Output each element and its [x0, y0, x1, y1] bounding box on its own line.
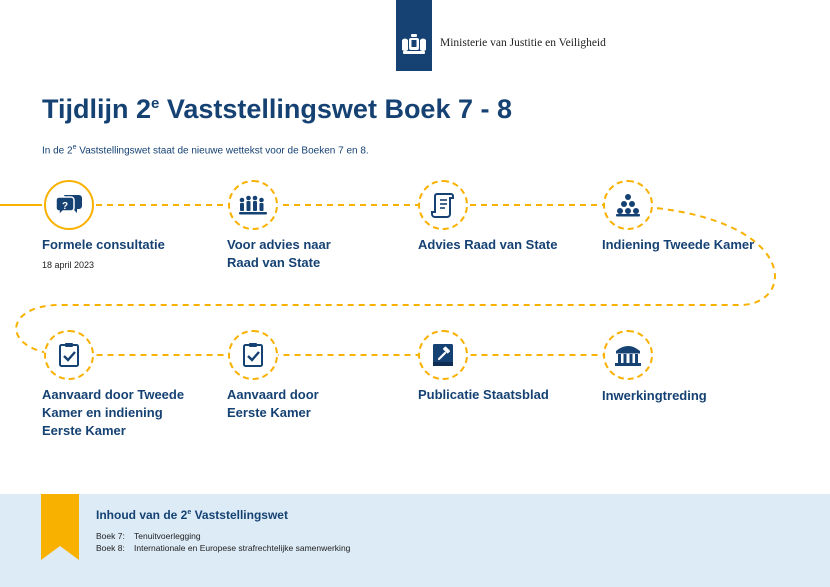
timeline-node-formele-consultatie [44, 180, 94, 230]
bookmark-ribbon-icon [41, 494, 79, 560]
ministry-name: Ministerie van Justitie en Veiligheid [440, 37, 606, 49]
people-pyramid-icon [615, 193, 641, 217]
contents-item: Boek 8: Internationale en Europese strafrechtelijke samenwerking [96, 543, 351, 553]
gavel-book-icon [431, 342, 455, 368]
timeline-node-aanvaard-eerste-kamer [228, 330, 278, 380]
timeline-node-indiening-tweede-kamer [603, 180, 653, 230]
page-title: Tijdlijn 2e Vaststellingswet Boek 7 - 8 [42, 94, 512, 124]
timeline-label: Advies Raad van State [418, 237, 558, 252]
checklist-icon [58, 342, 80, 368]
timeline-label: Indiening Tweede Kamer [602, 237, 755, 252]
page-subtitle: In de 2e Vaststellingswet staat de nieuwe wettekst voor de Boeken 7 en 8. [42, 144, 369, 157]
timeline-node-inwerkingtreding [603, 330, 653, 380]
government-building-icon [614, 343, 642, 367]
scroll-icon [431, 192, 455, 218]
contents-item: Boek 7: Tenuitvoerlegging [96, 531, 201, 541]
group-people-icon [238, 194, 268, 216]
timeline-label: Aanvaard door Tweede Kamer en indiening Eerste Kamer [42, 387, 185, 438]
timeline-node-aanvaard-tweede-kamer [44, 330, 94, 380]
svg-text:?: ? [61, 201, 69, 212]
contents-title: Inhoud van de 2e Vaststellingswet [96, 508, 288, 522]
timeline-label: Formele consultatie [42, 237, 165, 252]
speech-bubbles-icon [55, 193, 83, 217]
timeline-label: Inwerkingtreding [602, 388, 707, 403]
timeline-node-publicatie-staatsblad [418, 330, 468, 380]
timeline-label: Publicatie Staatsblad [418, 387, 549, 402]
timeline-node-advies-raad [418, 180, 468, 230]
timeline-label: Aanvaard door Eerste Kamer [227, 387, 319, 420]
checklist-icon [242, 342, 264, 368]
timeline-label: Voor advies naar Raad van State [227, 237, 331, 270]
timeline-node-advies-naar-raad [228, 180, 278, 230]
timeline-date: 18 april 2023 [42, 260, 95, 270]
